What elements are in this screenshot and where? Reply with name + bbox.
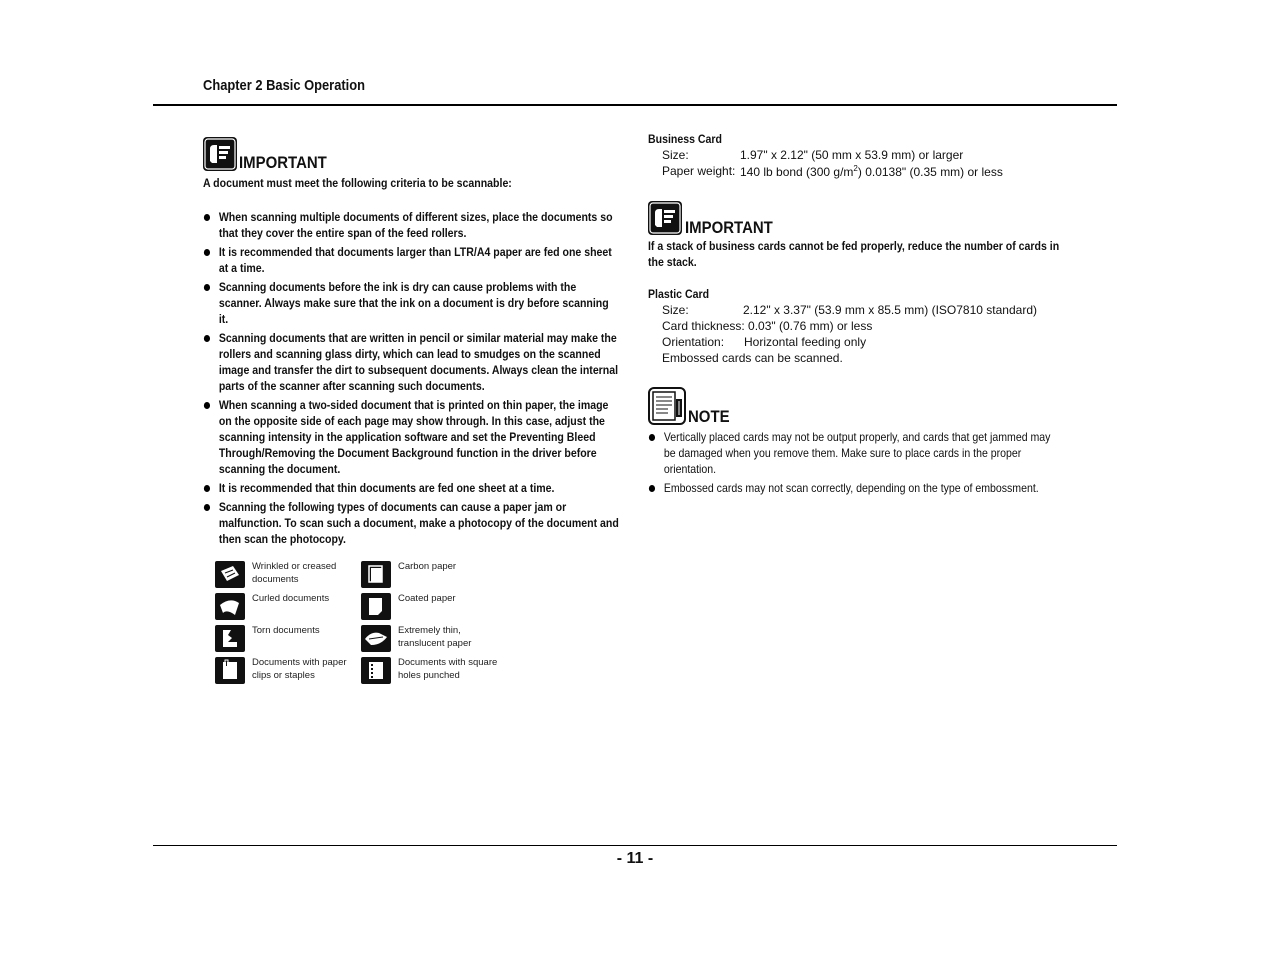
clip-doc-icon xyxy=(215,657,245,684)
business-card-weight-label: Paper weight: xyxy=(662,164,736,178)
doc-type-curled xyxy=(215,592,355,622)
plastic-card-orientation-label: Orientation: xyxy=(662,335,725,349)
doc-type-label: Torn documents xyxy=(252,625,320,636)
business-card-important-text: If a stack of business cards cannot be fed properly, reduce the number of cards in the stack. xyxy=(648,239,1060,269)
doc-type-torn xyxy=(215,624,355,654)
doc-type-label: Curled documents xyxy=(252,593,330,604)
doc-type-carbon xyxy=(361,560,501,590)
list-item: When scanning multiple documents of different sizes, place the documents so that they cover the entire span of the feed rollers. xyxy=(203,209,620,241)
list-item: Embossed cards may not scan correctly, depending on the type of embossment. xyxy=(648,480,1062,496)
doc-type-label: Documents with paper clips or staples xyxy=(252,657,347,681)
curled-doc-icon xyxy=(215,593,245,620)
doc-type-thin xyxy=(361,624,501,654)
list-item: Scanning documents that are written in pencil or similar material may make the rollers and scanning glass dirty, which can lead to smudges on the scanned image and transfer the dirt to subsequent documents. Always clean the internal parts of the scanner after scanning such documents. xyxy=(203,330,620,394)
list-item: It is recommended that thin documents are fed one sheet at a time. xyxy=(203,480,620,496)
torn-doc-icon xyxy=(215,625,245,652)
chapter-title: Chapter 2 Basic Operation xyxy=(203,77,366,94)
important-heading-left: IMPORTANT xyxy=(239,153,327,172)
criteria-intro: A document must meet the following criteria to be scannable: xyxy=(203,176,512,190)
plastic-card-orientation-value: Horizontal feeding only xyxy=(744,335,867,349)
header-rule xyxy=(153,104,1117,106)
footer-rule xyxy=(153,845,1117,846)
list-item: Scanning documents before the ink is dry can cause problems with the scanner. Always make sure that the ink on a document is dry before scanning it. xyxy=(203,279,620,327)
important-icon xyxy=(648,201,682,235)
page-number: - 11 - xyxy=(616,850,654,867)
doc-type-punched xyxy=(361,656,501,686)
criteria-list xyxy=(203,209,620,550)
thin-paper-icon xyxy=(361,625,391,652)
business-card-size-value: 1.97" x 2.12" (50 mm x 53.9 mm) or larger xyxy=(740,148,964,162)
doc-type-label: Wrinkled or creased documents xyxy=(252,561,337,585)
doc-type-label: Carbon paper xyxy=(398,561,457,572)
doc-type-wrinkled xyxy=(215,560,355,590)
note-icon xyxy=(648,387,688,427)
doc-type-coated xyxy=(361,592,501,622)
important-heading-right: IMPORTANT xyxy=(685,218,773,237)
business-card-size-row: Size: xyxy=(662,148,689,162)
bullet-icon xyxy=(204,485,210,492)
doc-type-label: Documents with square holes punched xyxy=(398,657,498,681)
bullet-icon xyxy=(649,434,655,441)
list-item: Scanning the following types of documents can cause a paper jam or malfunction. To scan such a document, make a photocopy of the document and then scan the photocopy. xyxy=(203,499,620,547)
bullet-icon xyxy=(204,402,210,409)
bullet-icon xyxy=(204,504,210,511)
bullet-icon xyxy=(204,249,210,256)
doc-type-label: Coated paper xyxy=(398,593,456,604)
bullet-icon xyxy=(649,485,655,492)
doc-type-clips xyxy=(215,656,355,686)
notes-list xyxy=(648,429,1062,499)
business-card-weight-value: 140 lb bond (300 $g/m^2$) 0.0138" (0.35 mm) or less xyxy=(740,164,1003,179)
carbon-paper-icon xyxy=(361,561,391,588)
list-item: When scanning a two-sided document that is printed on thin paper, the image on the opposite side of each page may show through. In this case, adjust the scanning intensity in the application software and set the Preventing Bleed Through/Removing the Document Background function in the driver before scanning the document. xyxy=(203,397,620,477)
plastic-card-thickness: Card thickness: 0.03" (0.76 mm) or less xyxy=(662,319,873,333)
bullet-icon xyxy=(204,335,210,342)
punched-doc-icon xyxy=(361,657,391,684)
bullet-icon xyxy=(204,284,210,291)
wrinkled-doc-icon xyxy=(215,561,245,588)
plastic-card-size-value: 2.12" x 3.37" (53.9 mm x 85.5 mm) (ISO7810 standard) xyxy=(743,303,1037,317)
important-icon xyxy=(203,137,237,171)
plastic-card-size-label: Size: xyxy=(662,303,689,317)
doc-type-label: Extremely thin, translucent paper xyxy=(398,625,472,649)
bullet-icon xyxy=(204,214,210,221)
plastic-card-title: Plastic Card xyxy=(648,287,710,301)
plastic-card-embossed: Embossed cards can be scanned. xyxy=(662,351,843,365)
note-heading: NOTE xyxy=(688,407,730,426)
list-item: It is recommended that documents larger than LTR/A4 paper are fed one sheet at a time. xyxy=(203,244,620,276)
business-card-title: Business Card xyxy=(648,132,722,146)
list-item: Vertically placed cards may not be output properly, and cards that get jammed may be damaged when you remove them. Make sure to place cards in the proper orientation. xyxy=(648,429,1062,477)
coated-paper-icon xyxy=(361,593,391,620)
